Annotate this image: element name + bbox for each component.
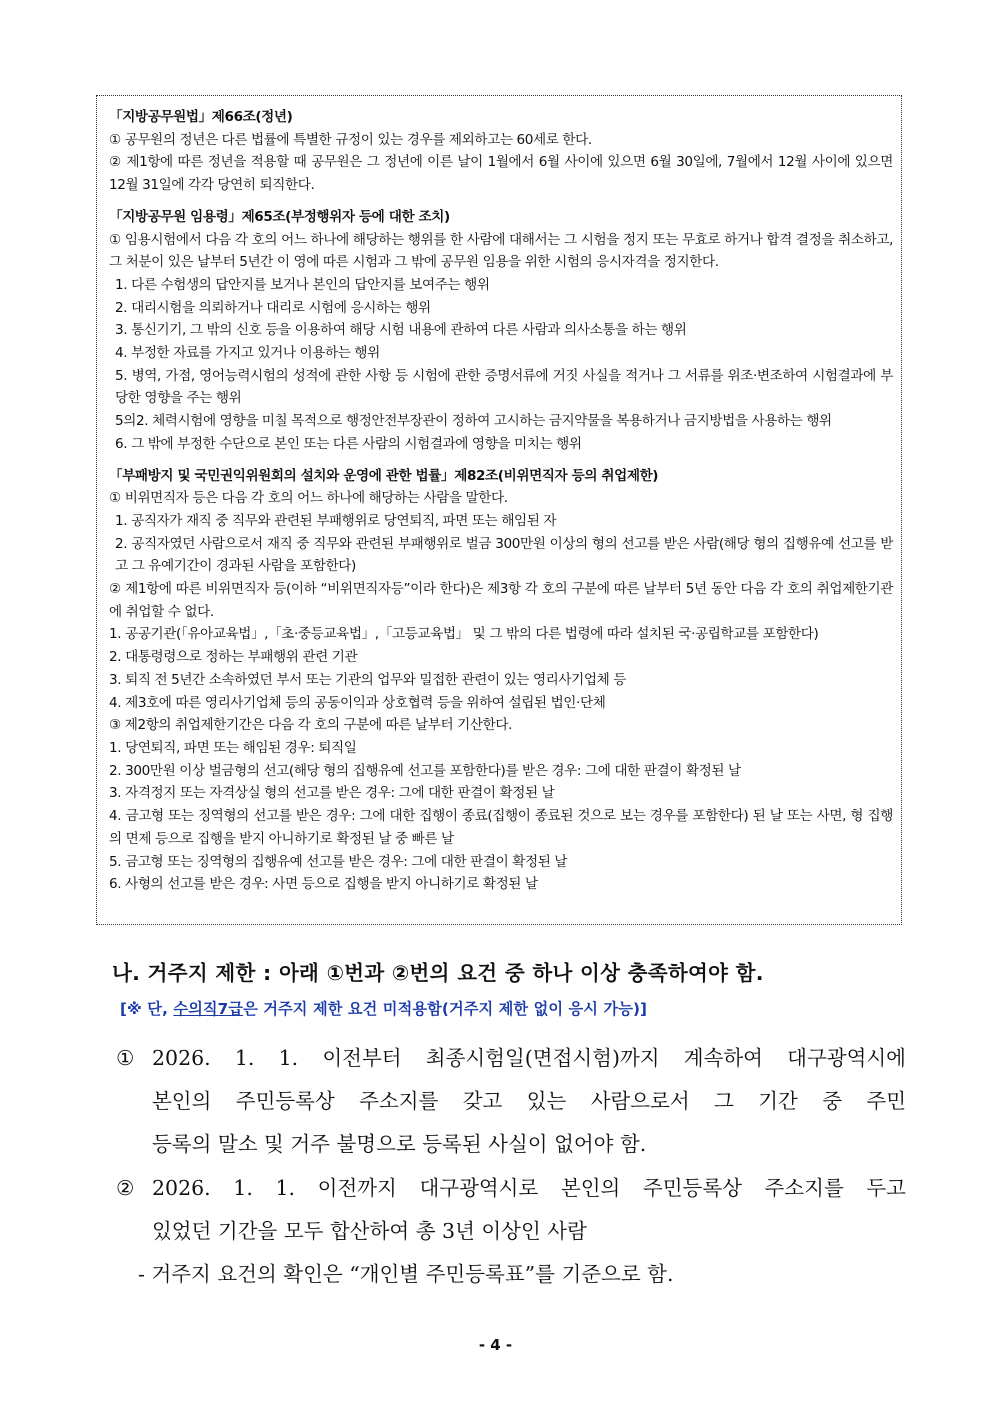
law-item: 1. 당연퇴직, 파면 또는 해임된 경우: 퇴직일 <box>109 739 357 756</box>
law-item: 5. 병역, 가점, 영어능력시험의 성적에 관한 사항 등 시험에 관한 증명서류에 거짓 사실을 적거나 그 서류를 위조·변조하여 시험결과에 부당한 영향을 주는 행위 <box>115 367 893 407</box>
note-underlined-grade: 수의직7급 <box>173 1000 244 1018</box>
page-number: - 4 - <box>478 1336 513 1354</box>
law-clause: ① 비위면직자 등은 다음 각 호의 어느 하나에 해당하는 사람을 말한다. <box>109 490 508 507</box>
law-item: 3. 자격정지 또는 자격상실 형의 선고를 받은 경우: 그에 대한 판결이 확정된 날 <box>109 785 555 802</box>
requirement-line: 등록의 말소 및 거주 불명으로 등록된 사실이 없어야 함. <box>152 1132 647 1156</box>
law-item: 4. 금고형 또는 징역형의 선고를 받은 경우: 그에 대한 집행이 종료(집행이 종료된 것으로 보는 경우를 포함한다) 된 날 또는 사면, 형 집행의 면제 등으로 집행을 받지 아니하기로 확정된 날 중 빠른 날 <box>109 808 893 847</box>
law-title: 「지방공무원 임용령」제65조(부정행위자 등에 대한 조치) <box>109 208 450 225</box>
law-clause: ② 제1항에 따른 정년을 적용할 때 공무원은 그 정년에 이른 날이 1월에서 6월 사이에 있으면 6월 30일에, 7월에서 12월 사이에 있으면 12월 31일에 각각 당연히 퇴직한다. <box>109 154 893 194</box>
residency-section-title: 나. 거주지 제한 : 아래 ①번과 ②번의 요건 중 하나 이상 충족하여야 함. <box>112 961 764 985</box>
law-clause: ① 임용시험에서 다음 각 호의 어느 하나에 해당하는 행위를 한 사람에 대해서는 그 시험을 정지 또는 무효로 하거나 합격 결정을 취소하고, 그 처분이 있은 날부터 5년간 이 영에 따른 시험과 그 밖에 공무원 임용을 위한 시험의 응시자격을 정지한다. <box>109 231 893 271</box>
law-section-retirement <box>109 106 893 197</box>
note-suffix: 은 거주지 제한 요건 미적용함(거주지 제한 없이 응시 가능)] <box>243 1000 648 1018</box>
law-clause: ① 공무원의 정년은 다른 법률에 특별한 규정이 있는 경우를 제외하고는 60세로 한다. <box>109 131 592 148</box>
law-item: 6. 그 밖에 부정한 수단으로 본인 또는 다른 사람의 시험결과에 영향을 미치는 행위 <box>115 435 582 452</box>
note-prefix: [※ 단, <box>120 1000 174 1018</box>
law-excerpt-box <box>96 95 902 925</box>
law-section-employment-restriction <box>109 465 893 896</box>
law-item: 6. 사형의 선고를 받은 경우: 사면 등으로 집행을 받지 아니하기로 확정된 날 <box>109 876 538 893</box>
residency-requirement-2 <box>116 1167 906 1253</box>
law-title: 「지방공무원법」제66조(정년) <box>109 109 293 125</box>
residency-verification-note: - 거주지 요건의 확인은 “개인별 주민등록표”를 기준으로 함. <box>138 1262 674 1286</box>
law-item: 1. 공직자가 재직 중 직무와 관련된 부패행위로 당연퇴직, 파면 또는 해임된 자 <box>115 512 557 529</box>
requirement-line: 본인의 주민등록상 주소지를 갖고 있는 사람으로서 그 기간 중 주민 <box>152 1089 906 1113</box>
law-item: 3. 통신기기, 그 밖의 신호 등을 이용하여 해당 시험 내용에 관하여 다른 사람과 의사소통을 하는 행위 <box>115 322 687 339</box>
residency-exception-note <box>120 998 647 1019</box>
law-clause: ② 제1항에 따른 비위면직자 등(이하 “비위면직자등”이라 한다)은 제3항 각 호의 구분에 따른 날부터 5년 동안 다음 각 호의 취업제한기관에 취업할 수 없다. <box>109 581 893 620</box>
requirement-line: 있었던 기간을 모두 합산하여 총 3년 이상인 사람 <box>152 1219 587 1243</box>
requirement-number: ② <box>116 1176 135 1200</box>
residency-requirement-1 <box>116 1037 906 1166</box>
law-item: 3. 퇴직 전 5년간 소속하였던 부서 또는 기관의 업무와 밀접한 관련이 있는 영리사기업체 등 <box>109 671 626 688</box>
requirement-line: 2026. 1. 1. 이전까지 대구광역시로 본인의 주민등록상 주소지를 두고 <box>152 1176 906 1200</box>
requirement-line: 2026. 1. 1. 이전부터 최종시험일(면접시험)까지 계속하여 대구광역시에 <box>152 1046 906 1070</box>
law-item: 1. 공공기관(「유아교육법」,「초·중등교육법」,「고등교육법」 및 그 밖의 다른 법령에 따라 설치된 국·공립학교를 포함한다) <box>109 626 819 643</box>
law-clause: ③ 제2항의 취업제한기간은 다음 각 호의 구분에 따른 날부터 기산한다. <box>109 717 512 734</box>
law-title: 「부패방지 및 국민권익위원회의 설치와 운영에 관한 법률」제82조(비위면직자 등의 취업제한) <box>109 467 659 484</box>
law-item: 5의2. 체력시험에 영향을 미칠 목적으로 행정안전부장관이 정하여 고시하는 금지약물을 복용하거나 금지방법을 사용하는 행위 <box>115 413 832 430</box>
law-item: 1. 다른 수험생의 답안지를 보거나 본인의 답안지를 보여주는 행위 <box>115 276 490 293</box>
law-item: 2. 대리시험을 의뢰하거나 대리로 시험에 응시하는 행위 <box>115 299 431 316</box>
law-item: 4. 부정한 자료를 가지고 있거나 이용하는 행위 <box>115 345 380 362</box>
law-section-misconduct <box>109 206 893 456</box>
requirement-number: ① <box>116 1046 135 1070</box>
law-item: 4. 제3호에 따른 영리사기업체 등의 공동이익과 상호협력 등을 위하여 설립된 법인·단체 <box>109 694 606 711</box>
law-item: 2. 300만원 이상 벌금형의 선고(해당 형의 집행유예 선고를 포함한다)를 받은 경우: 그에 대한 판결이 확정된 날 <box>109 762 741 779</box>
law-item: 2. 대통령령으로 정하는 부패행위 관련 기관 <box>109 649 358 666</box>
law-item: 5. 금고형 또는 징역형의 집행유예 선고를 받은 경우: 그에 대한 판결이 확정된 날 <box>109 853 568 870</box>
law-item: 2. 공직자였던 사람으로서 재직 중 직무와 관련된 부패행위로 벌금 300만원 이상의 형의 선고를 받은 사람(해당 형의 집행유예 선고를 받고 그 유예기간이 경과된 사람을 포함한다) <box>115 535 893 575</box>
